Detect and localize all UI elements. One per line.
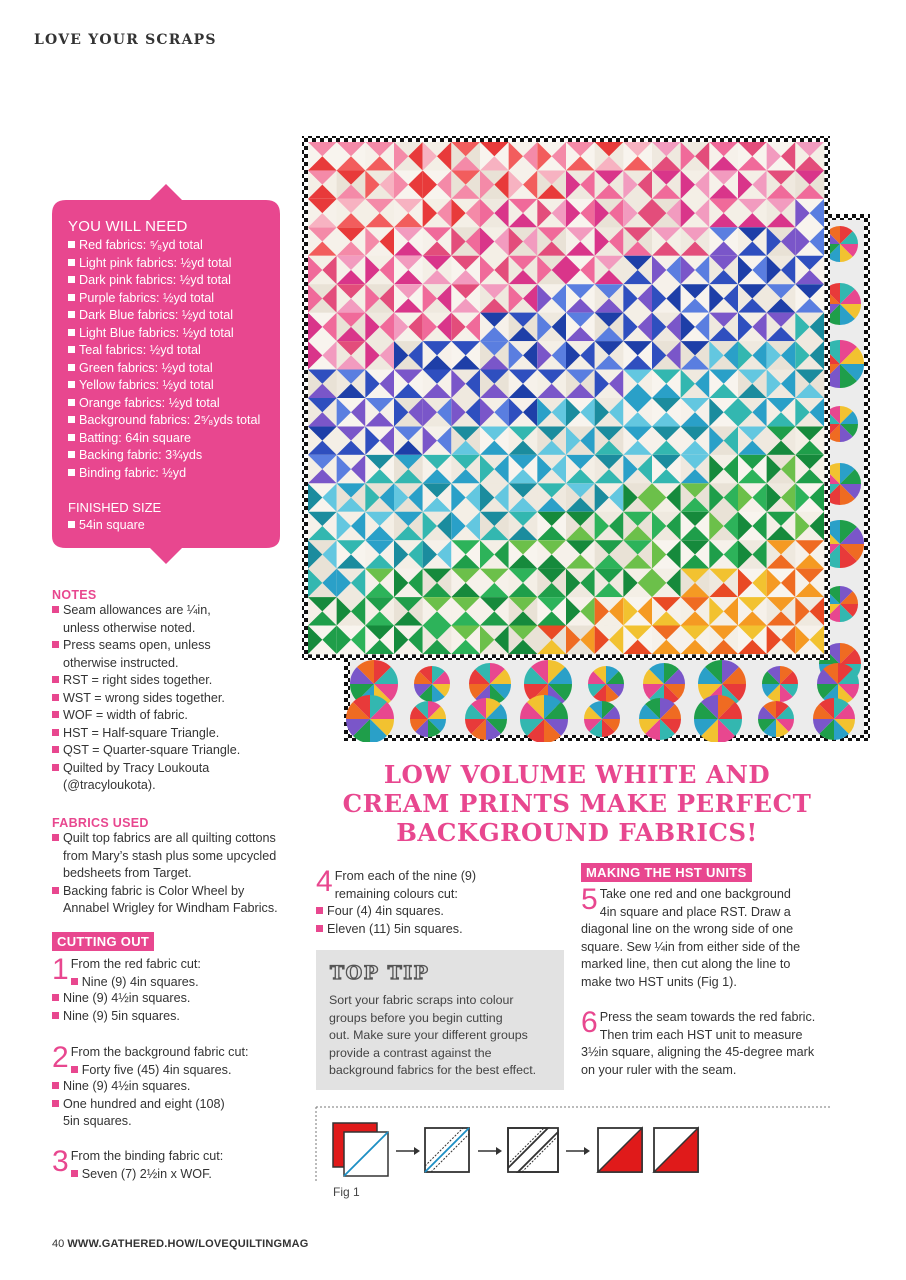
step-number: 6 [581, 1006, 598, 1039]
arrow-icon [478, 1147, 502, 1155]
bullet-icon [68, 329, 75, 336]
step-item: Nine (9) 4in squares. [52, 974, 302, 992]
color-wheel [410, 701, 446, 737]
notes-title: NOTES [52, 588, 97, 602]
step-item: Nine (9) 4½in squares. [52, 990, 302, 1008]
step-item: Four (4) 4in squares. [316, 903, 566, 921]
step-item: Eleven (11) 5in squares. [316, 921, 566, 939]
color-wheel [813, 698, 855, 740]
pull-quote-headline: LOW VOLUME WHITE AND CREAM PRINTS MAKE PERFECT BACKGROUND FABRICS! [342, 760, 812, 847]
note-item: QST = Quarter-square Triangle. [52, 742, 302, 760]
color-wheel [465, 698, 507, 740]
fig-cut [508, 1128, 558, 1172]
material-item: Green fabrics: ½yd total [68, 360, 278, 378]
color-wheel [639, 698, 681, 740]
bullet-icon [68, 399, 75, 406]
top-tip-box [316, 950, 564, 1090]
hst-heading: MAKING THE HST UNITS [581, 863, 752, 882]
material-item: Red fabrics: ⁵⁄₈yd total [68, 237, 278, 255]
bullet-icon [52, 729, 59, 736]
note-item: HST = Half-square Triangle. [52, 725, 302, 743]
step-item: One hundred and eight (108) [52, 1096, 302, 1114]
page-number: 40 [52, 1238, 65, 1250]
color-wheel [758, 701, 794, 737]
bullet-icon [68, 451, 75, 458]
bullet-icon [52, 606, 59, 613]
material-item: Orange fabrics: ½yd total [68, 395, 278, 413]
step-number: 4 [316, 865, 333, 898]
bullet-icon [68, 521, 75, 528]
bullet-icon [68, 416, 75, 423]
step-number: 2 [52, 1041, 69, 1074]
bullet-icon [52, 694, 59, 701]
notes-list [52, 602, 302, 795]
note-item: Seam allowances are ¼in, unless otherwise noted. [52, 602, 302, 637]
bullet-icon [68, 311, 75, 318]
material-item: Backing fabric: 3¾yds [68, 447, 278, 465]
color-wheel [694, 695, 742, 742]
color-wheel [520, 695, 568, 742]
note-item: WOF = width of fabric. [52, 707, 302, 725]
material-item: Batting: 64in square [68, 430, 278, 448]
step-number: 1 [52, 953, 69, 986]
bullet-icon [52, 746, 59, 753]
step-number: 5 [581, 883, 598, 916]
finished-size-title: FINISHED SIZE [68, 500, 162, 515]
fabrics-list [52, 830, 310, 918]
bullet-icon [52, 834, 59, 841]
bullet-icon [52, 641, 59, 648]
color-wheel [588, 666, 624, 702]
material-item: Light Blue fabrics: ½yd total [68, 325, 278, 343]
material-item: Background fabrics: 2⁵⁄₈yds total [68, 412, 278, 430]
step-item: Nine (9) 4½in squares. [52, 1078, 302, 1096]
bullet-icon [68, 434, 75, 441]
material-item: Dark pink fabrics: ½yd total [68, 272, 278, 290]
color-wheel [346, 695, 394, 742]
material-item: Teal fabrics: ½yd total [68, 342, 278, 360]
bullet-icon [68, 381, 75, 388]
cutting-out-heading: CUTTING OUT [52, 932, 154, 951]
arrow-icon [396, 1147, 420, 1155]
footer-url[interactable]: WWW.GATHERED.HOW/LOVEQUILTINGMAG [67, 1238, 309, 1250]
material-item: Binding fabric: ½yd [68, 465, 278, 483]
step-2: 2 From the background fabric cut: Forty five (45) 4in squares. Nine (9) 4½in squares. One hundred and eight (108) 5in squares. [52, 1044, 302, 1131]
fabrics-used-section [52, 816, 310, 918]
page-footer [52, 1238, 309, 1250]
color-wheel [762, 666, 798, 702]
material-item: Yellow fabrics: ½yd total [68, 377, 278, 395]
top-tip-body: Sort your fabric scraps into colour groups before you begin cutting out. Make sure your different groups provide a contrast against the background fabrics for the best effect. [329, 993, 537, 1077]
bullet-icon [52, 676, 59, 683]
bullet-icon [68, 259, 75, 266]
bullet-icon [68, 276, 75, 283]
fig-sew-lines [425, 1128, 469, 1172]
figure-label: Fig 1 [333, 1185, 360, 1199]
note-item: Backing fabric is Color Wheel by Annabel Wrigley for Windham Fabrics. [52, 883, 310, 918]
running-head: LOVE YOUR SCRAPS [34, 32, 217, 48]
bullet-icon [68, 469, 75, 476]
note-item: RST = right sides together. [52, 672, 302, 690]
note-item: Quilted by Tracy Loukouta (@tracyloukota). [52, 760, 302, 795]
finished-size-value: 54in square [68, 517, 278, 535]
bullet-icon [52, 887, 59, 894]
note-item: Quilt top fabrics are all quilting cottons from Mary’s stash plus some upcycled bedsheets from Target. [52, 830, 310, 883]
bullet-icon [68, 364, 75, 371]
quilt-top-blocks [308, 142, 824, 654]
quilt-photo [300, 134, 870, 742]
bullet-icon [52, 711, 59, 718]
step-1: 1 From the red fabric cut: Nine (9) 4in squares. Nine (9) 4½in squares. Nine (9) 5in squares. [52, 956, 302, 1025]
step-number: 3 [52, 1145, 69, 1178]
fabrics-used-title: FABRICS USED [52, 816, 149, 830]
materials-list [68, 237, 278, 482]
step-5: 5 Take one red and one background 4in square and place RST. Draw a diagonal line on the wrong side of one square. Sew ¼in from either side of the marked line, then cut along the line to make two HST units (Fig 1). [581, 883, 801, 989]
fig-hst-unit [598, 1128, 642, 1172]
material-item: Purple fabrics: ½yd total [68, 290, 278, 308]
you-will-need-panel [52, 184, 280, 564]
figure-1-diagram [314, 1106, 832, 1182]
bullet-icon [68, 241, 75, 248]
you-will-need-title: YOU WILL NEED [68, 218, 188, 235]
note-item: Press seams open, unless otherwise instructed. [52, 637, 302, 672]
fig-hst-unit [654, 1128, 698, 1172]
material-item: Dark Blue fabrics: ½yd total [68, 307, 278, 325]
step-6: 6 Press the seam towards the red fabric. Then trim each HST unit to measure 3½in square, aligning the 45-degree mark on your ruler with the seam. [581, 1006, 816, 1077]
step-4: 4 From each of the nine (9) remaining colours cut: Four (4) 4in squares. Eleven (11) 5in squares. [316, 868, 566, 938]
top-tip-title: TOP TIP [330, 962, 430, 984]
bullet-icon [52, 764, 59, 771]
notes-section [52, 588, 302, 795]
bullet-icon [68, 346, 75, 353]
arrow-icon [566, 1147, 590, 1155]
color-wheel [584, 701, 620, 737]
color-wheel [414, 666, 450, 702]
fig-squares-rst [333, 1123, 388, 1176]
note-item: WST = wrong sides together. [52, 690, 302, 708]
step-item: Nine (9) 5in squares. [52, 1008, 302, 1026]
step-item: Forty five (45) 4in squares. [52, 1062, 302, 1080]
step-item: Seven (7) 2½in x WOF. [52, 1166, 302, 1184]
material-item: Light pink fabrics: ½yd total [68, 255, 278, 273]
step-3: 3 From the binding fabric cut: Seven (7) 2½in x WOF. [52, 1148, 302, 1183]
bullet-icon [68, 294, 75, 301]
